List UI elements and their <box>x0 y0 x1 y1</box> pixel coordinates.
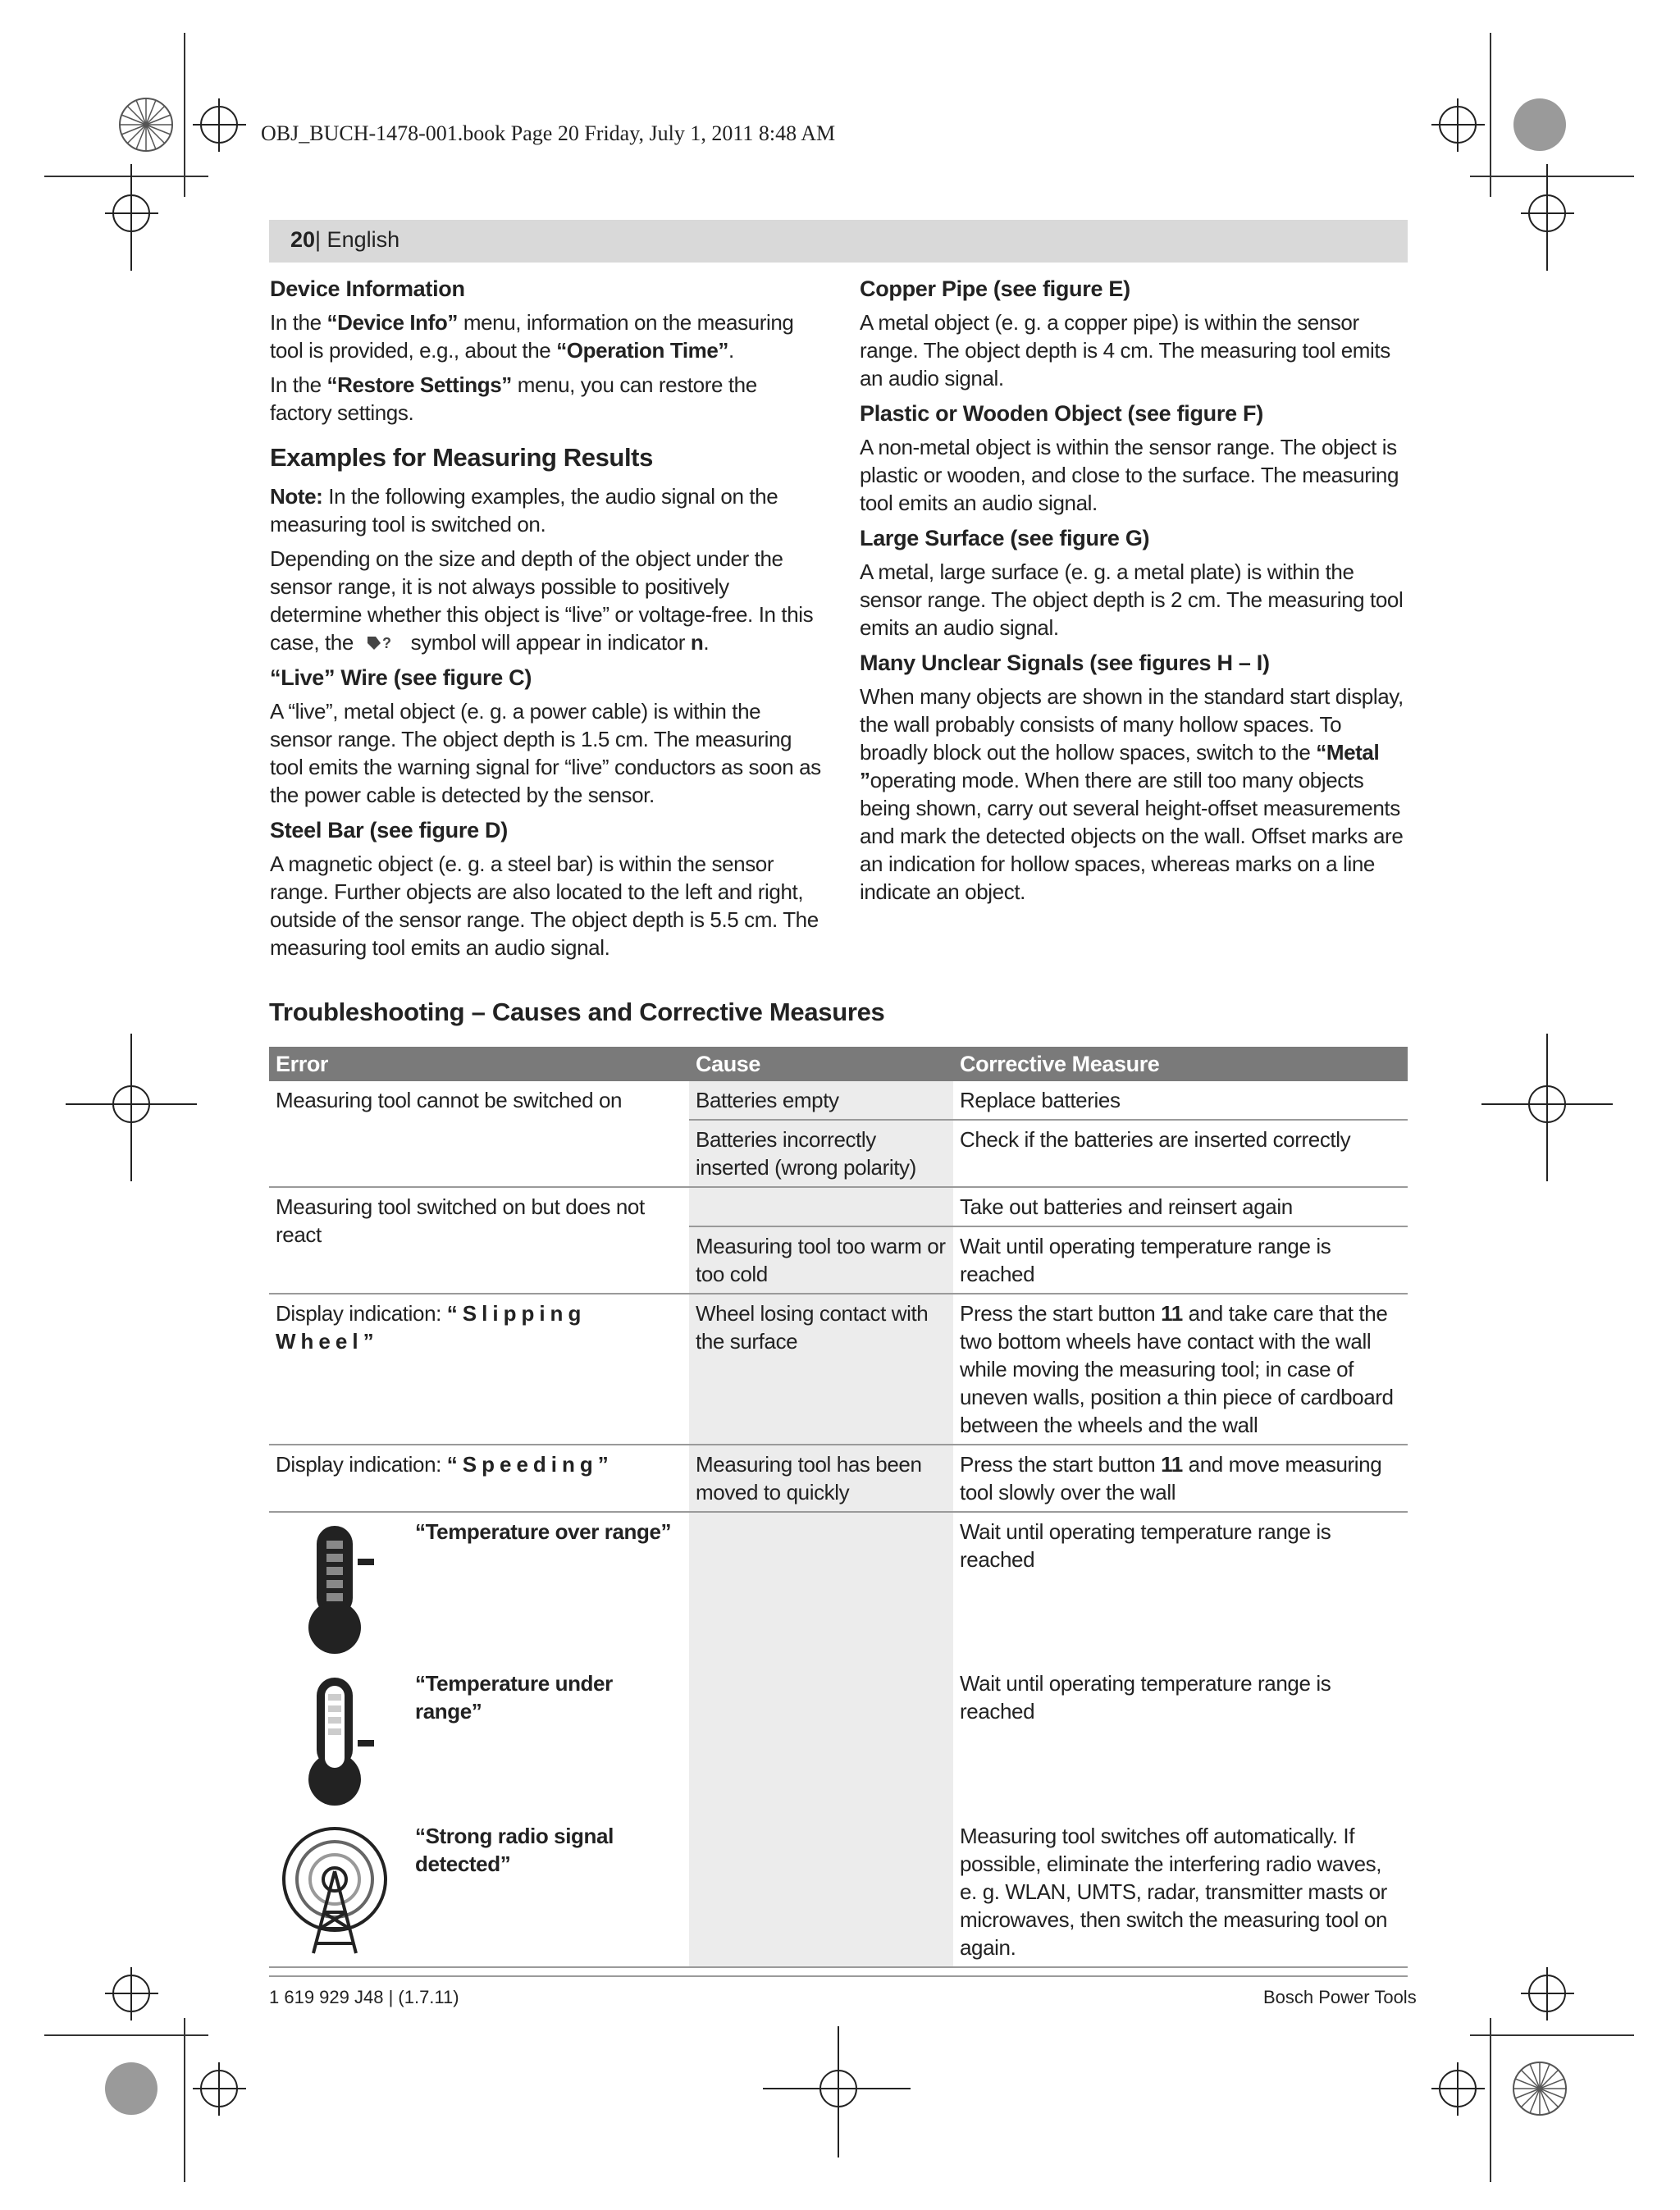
measure-cell: Check if the batteries are inserted correctly <box>953 1120 1408 1187</box>
measure-cell: Take out batteries and reinsert again <box>953 1187 1408 1226</box>
page-header-bar <box>269 220 1408 263</box>
table-row <box>269 1817 1408 1967</box>
note-paragraph: Note: In the following examples, the audio signal on the measuring tool is switched on. <box>270 484 778 537</box>
large-surface-paragraph: A metal, large surface (e. g. a metal plate) is within the sensor range. The object depth is 2 cm. The measuring tool emits an audio signal. <box>860 559 1404 640</box>
measure-cell: Wait until operating temperature range is reached <box>960 1671 1331 1724</box>
column-header-measure: Corrective Measure <box>953 1047 1408 1081</box>
examples-heading: Examples for Measuring Results <box>270 443 653 472</box>
measure-cell: Press the start button 11 and take care that the two bottom wheels have contact with the wall while moving the measuring tool; in case of uneven walls, position a thin piece of cardboard between the wheels and the wall <box>953 1294 1408 1445</box>
thermometer-under-icon <box>276 1669 415 1809</box>
measure-cell: Measuring tool switches off automatically. If possible, eliminate the interfering radio waves, e. g. WLAN, UMTS, radar, transmitter masts or microwaves, then switch the measuring tool on again. <box>953 1817 1408 1967</box>
cause-cell <box>689 1187 953 1226</box>
uncertain-object-icon <box>364 632 400 653</box>
table-row <box>269 1445 1408 1512</box>
left-column <box>270 274 821 968</box>
gray-circle-icon <box>1513 98 1566 151</box>
plastic-object-heading: Plastic or Wooden Object (see figure F) <box>860 401 1263 426</box>
large-surface-heading: Large Surface (see figure G) <box>860 526 1150 550</box>
unclear-signals-heading: Many Unclear Signals (see figures H – I) <box>860 651 1270 675</box>
error-cell: Display indication: “Speeding” <box>269 1445 689 1512</box>
error-cell: Display indication: “Slipping Wheel” <box>269 1294 689 1445</box>
steel-bar-paragraph: A magnetic object (e. g. a steel bar) is within the sensor range. Further objects are also located to the left and right, outside of the sensor range. The object depth is 5.5 cm. The measuring tool emits an audio signal. <box>270 852 819 960</box>
cause-cell: Batteries incorrectly inserted (wrong polarity) <box>689 1120 953 1187</box>
column-header-error: Error <box>269 1047 689 1081</box>
live-wire-heading: “Live” Wire (see figure C) <box>270 665 532 690</box>
cause-cell <box>689 1512 953 1664</box>
device-info-heading: Device Information <box>270 276 465 301</box>
steel-bar-heading: Steel Bar (see figure D) <box>270 818 508 842</box>
registration-target-icon <box>193 2062 246 2116</box>
page-number: 20 <box>290 227 316 252</box>
copper-pipe-heading: Copper Pipe (see figure E) <box>860 276 1130 301</box>
unclear-signals-paragraph: When many objects are shown in the standard start display, the wall probably consists of many hollow spaces. To broadly block out the hollow spaces, switch to the “Metal ”operating mode. When there are still too many objects being shown, carry out several height-offset measurements and mark the detected objects on the wall. Offset marks are an indication for hollow spaces, whereas marks on a line indicate an object. <box>860 684 1404 904</box>
column-header-cause: Cause <box>689 1047 953 1081</box>
restore-settings-paragraph: In the “Restore Settings” menu, you can restore the factory settings. <box>270 372 757 425</box>
cause-cell: Batteries empty <box>689 1081 953 1120</box>
measure-cell: Wait until operating temperature range is reached <box>953 1226 1408 1294</box>
cause-cell: Wheel losing contact with the surface <box>689 1294 953 1445</box>
page-header <box>290 227 399 253</box>
registration-target-icon <box>105 1967 158 2021</box>
table-row <box>269 1512 1408 1664</box>
error-cell: “Temperature over range” <box>269 1512 689 1664</box>
book-slug-line: OBJ_BUCH-1478-001.book Page 20 Friday, July 1, 2011 8:48 AM <box>261 121 836 145</box>
registration-target-icon <box>193 98 246 152</box>
color-circle-icon <box>1513 2062 1566 2115</box>
registration-target-icon <box>1431 98 1485 152</box>
error-cell: “Temperature under range” <box>269 1664 689 1817</box>
cause-cell <box>689 1817 953 1967</box>
footer-brand: Bosch Power Tools <box>1263 1987 1417 2007</box>
right-column <box>860 274 1409 912</box>
registration-target-icon <box>1521 1967 1574 2021</box>
footer-doc-number: 1 619 929 J48 | (1.7.11) <box>269 1987 459 2007</box>
error-cell: Measuring tool switched on but does not react <box>269 1187 689 1294</box>
table-row <box>269 1081 1408 1120</box>
table-header-row <box>269 1047 1408 1081</box>
color-circle-icon <box>120 98 172 151</box>
error-cell: “Strong radio signal detected” <box>269 1817 689 1967</box>
page-section: | English <box>315 227 400 252</box>
measure-cell: Replace batteries <box>953 1081 1408 1120</box>
cause-cell <box>689 1664 953 1817</box>
thermometer-over-icon <box>276 1518 415 1657</box>
troubleshooting-table <box>269 1047 1408 1968</box>
table-row <box>269 1664 1408 1817</box>
footer-rule <box>269 1975 1408 1977</box>
registration-target-icon <box>1431 2062 1485 2116</box>
table-row <box>269 1187 1408 1226</box>
cause-cell: Measuring tool has been moved to quickly <box>689 1445 953 1512</box>
gray-circle-icon <box>105 2062 158 2115</box>
radio-tower-icon <box>276 1822 415 1961</box>
cause-cell: Measuring tool too warm or too cold <box>689 1226 953 1294</box>
copper-pipe-paragraph: A metal object (e. g. a copper pipe) is within the sensor range. The object depth is 4 cm. The measuring tool emits an audio signal. <box>860 310 1390 390</box>
svg-text:?: ? <box>381 635 391 651</box>
measure-cell: Wait until operating temperature range is reached <box>960 1519 1331 1572</box>
depending-paragraph: Depending on the size and depth of the object under the sensor range, it is not always possible to positively determine whether this object is “live” or voltage-free. In this case, the ? symbol will appear in indicator n. <box>270 546 814 655</box>
error-cell: Measuring tool cannot be switched on <box>269 1081 689 1187</box>
device-info-paragraph: In the “Device Info” menu, information on the measuring tool is provided, e.g., about the “Operation Time”. <box>270 310 794 363</box>
measure-cell: Press the start button 11 and move measuring tool slowly over the wall <box>953 1445 1408 1512</box>
troubleshooting-heading: Troubleshooting – Causes and Corrective Measures <box>269 998 885 1026</box>
table-row <box>269 1294 1408 1445</box>
plastic-object-paragraph: A non-metal object is within the sensor range. The object is plastic or wooden, and close to the surface. The measuring tool emits an audio signal. <box>860 435 1399 515</box>
live-wire-paragraph: A “live”, metal object (e. g. a power cable) is within the sensor range. The object depth is 1.5 cm. The measuring tool emits the warning signal for “live” conductors as soon as the power cable is detected by the sensor. <box>270 699 821 807</box>
